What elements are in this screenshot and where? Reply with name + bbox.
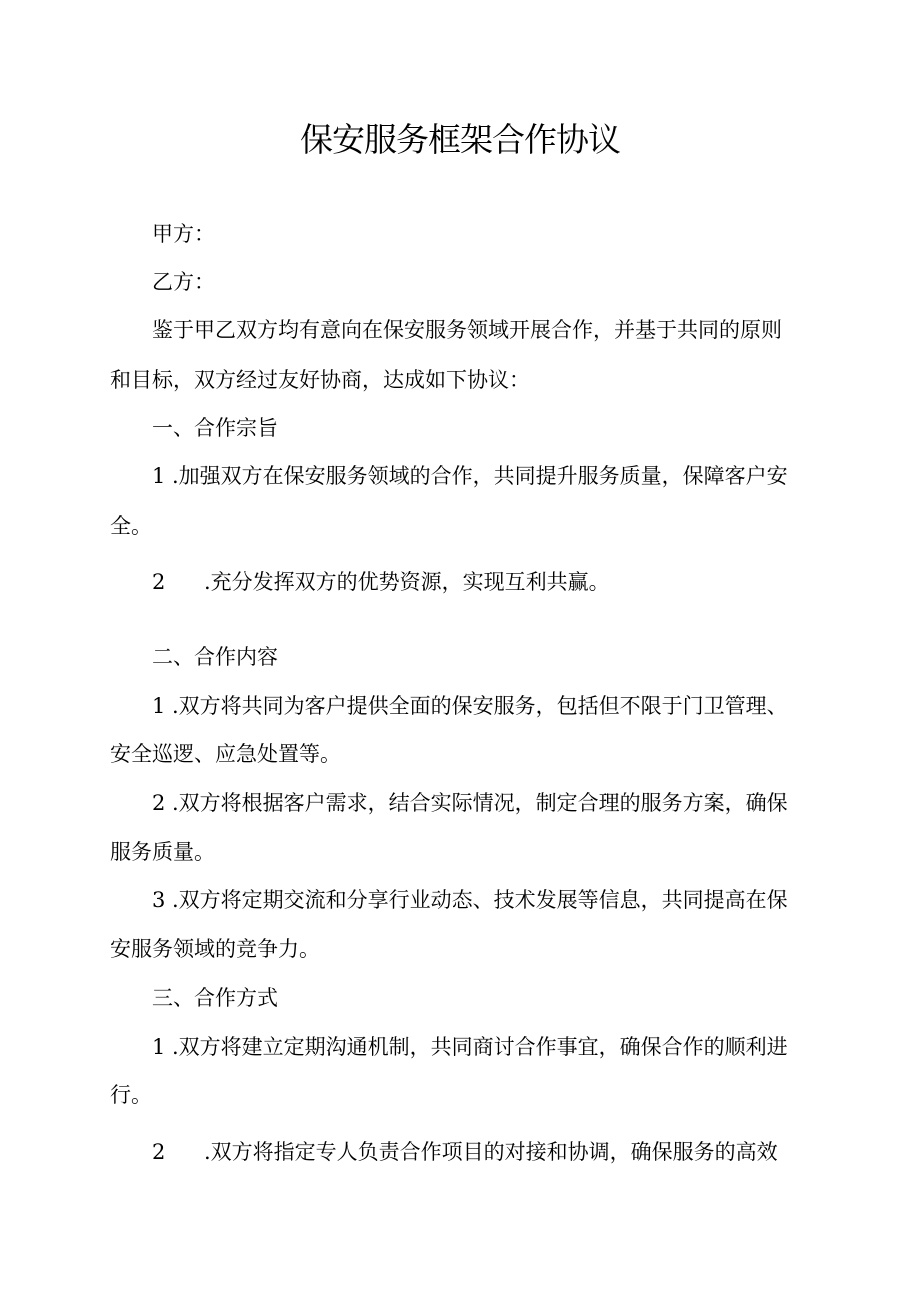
clause-2-3 bbox=[152, 884, 788, 916]
clause-1-1 bbox=[152, 460, 788, 492]
clause-3-1-continued: 行。 bbox=[110, 1083, 152, 1107]
clause-number: 2 bbox=[152, 1140, 166, 1164]
party-b-label: 乙方： bbox=[152, 270, 215, 294]
preamble-line-2: 和目标，双方经过友好协商，达成如下协议： bbox=[110, 368, 530, 392]
clause-1-1-continued: 全。 bbox=[110, 514, 152, 538]
clause-3-2 bbox=[152, 1136, 778, 1168]
clause-3-1 bbox=[152, 1031, 788, 1063]
clause-2-3-continued: 安服务领域的竞争力。 bbox=[110, 937, 320, 961]
clause-text: .双方将建立定期沟通机制，共同商讨合作事宜，确保合作的顺利进 bbox=[172, 1035, 788, 1059]
section-heading-content: 二、合作内容 bbox=[152, 645, 278, 669]
clause-number: 3 bbox=[152, 888, 166, 912]
clause-text: .双方将根据客户需求，结合实际情况，制定合理的服务方案，确保 bbox=[172, 791, 788, 815]
clause-2-1-continued: 安全巡逻、应急处置等。 bbox=[110, 742, 341, 766]
clause-text: .双方将共同为客户提供全面的保安服务，包括但不限于门卫管理、 bbox=[172, 694, 788, 718]
clause-number: 1 bbox=[152, 1035, 166, 1059]
clause-number: 2 bbox=[152, 791, 166, 815]
clause-number: 1 bbox=[152, 694, 166, 718]
clause-2-2 bbox=[152, 787, 788, 819]
document-title: 保安服务框架合作协议 bbox=[300, 120, 620, 159]
party-a-label: 甲方： bbox=[152, 222, 215, 246]
clause-text: .加强双方在保安服务领域的合作，共同提升服务质量，保障客户安 bbox=[172, 464, 788, 488]
clause-1-2 bbox=[152, 566, 610, 598]
clause-2-1 bbox=[152, 690, 788, 722]
section-heading-purpose: 一、合作宗旨 bbox=[152, 416, 278, 440]
section-heading-method: 三、合作方式 bbox=[152, 986, 278, 1010]
clause-2-2-continued: 服务质量。 bbox=[110, 840, 215, 864]
clause-number: 1 bbox=[152, 464, 166, 488]
clause-text: .双方将定期交流和分享行业动态、技术发展等信息，共同提高在保 bbox=[172, 888, 788, 912]
clause-text: .双方将指定专人负责合作项目的对接和协调，确保服务的高效 bbox=[204, 1140, 778, 1164]
clause-number: 2 bbox=[152, 570, 166, 594]
preamble-line-1: 鉴于甲乙双方均有意向在保安服务领域开展合作，并基于共同的原则 bbox=[152, 318, 782, 342]
clause-text: .充分发挥双方的优势资源，实现互利共赢。 bbox=[204, 570, 610, 594]
